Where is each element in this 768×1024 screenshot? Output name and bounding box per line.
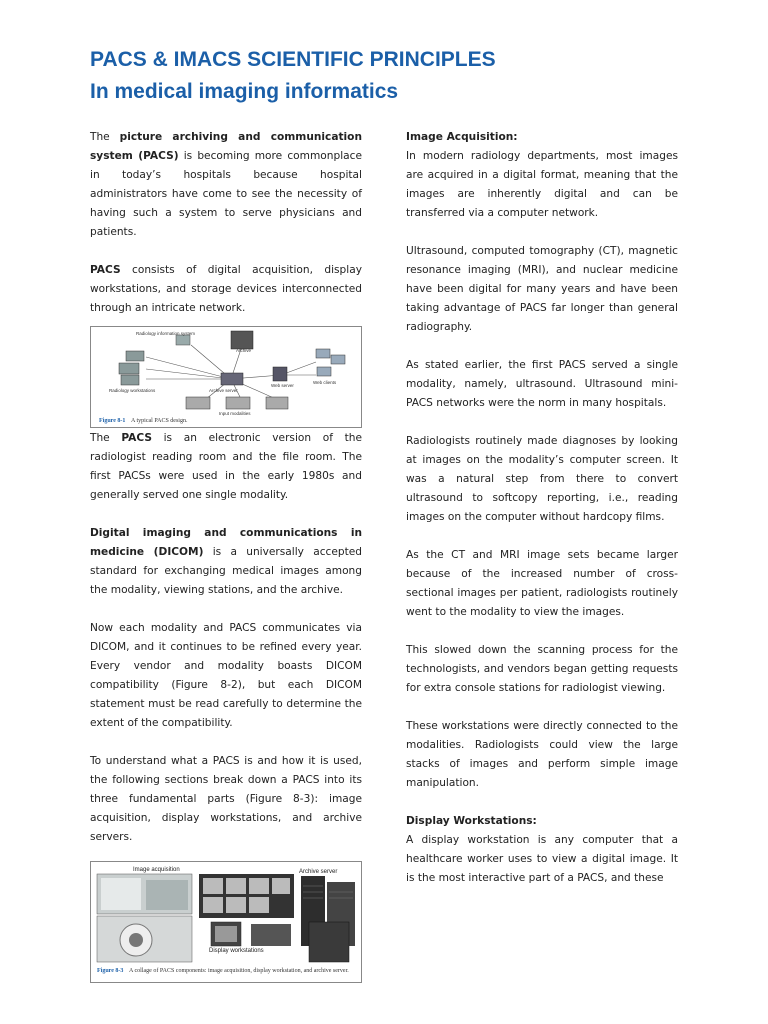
label-web-server: Web server (271, 383, 294, 388)
paragraph-pacs-consists: PACS consists of digital acquisition, display workstations, and storage devices interconnected through an intricate network. (90, 264, 362, 314)
heading-display-workstations: Display Workstations: (406, 815, 537, 827)
left-column (90, 128, 362, 983)
paragraph-modern-radiology: In modern radiology departments, most images are acquired in a digital format, meaning that the images are inherently digital and can be transferred via a computer network. (406, 150, 678, 219)
figure-pacs-collage (90, 861, 362, 983)
label-archive: Archive (236, 348, 252, 353)
label-ris: Radiology information system (136, 331, 196, 336)
label-input-modalities: Input modalities (219, 411, 251, 416)
paragraph-workstations-connected: These workstations were directly connected to the modalities. Radiologists could view the large stacks of images and perform simple image manipulation. (406, 720, 678, 789)
label-archive-server: Archive server (209, 388, 238, 393)
right-column (406, 128, 678, 907)
paragraph-modalities-digital: Ultrasound, computed tomography (CT), magnetic resonance imaging (MRI), and nuclear medicine have been digital for many years and have been taking advantage of PACS far longer than general radiography. (406, 245, 678, 333)
paragraph-display-workstation: A display workstation is any computer that a healthcare worker uses to view a digital image. It is the most interactive part of a PACS, and these (406, 834, 678, 884)
figure1-caption-number: Figure 8-1 (99, 418, 126, 424)
label-display-workstations: Display workstations (209, 948, 264, 954)
heading-image-acquisition: Image Acquisition: (406, 131, 518, 143)
paragraph-first-pacs: As stated earlier, the first PACS served a single modality, namely, ultrasound. Ultrasound mini-PACS networks were the norm in many hospitals. (406, 359, 678, 409)
paragraph-softcopy: Radiologists routinely made diagnoses by looking at images on the modality’s computer screen. It was a natural step from there to convert ultrasound to softcopy reporting, i.e., reading images on the computer without hardcopy films. (406, 435, 678, 523)
label-radiology-ws: Radiology workstations (109, 388, 156, 393)
page-subtitle: In medical imaging informatics (90, 80, 399, 103)
figure-pacs-design (90, 326, 362, 428)
paragraph-dicom-compat: Now each modality and PACS communicates via DICOM, and it continues to be refined every year. Every vendor and modality boasts DICOM compatibility (Figure 8-2), but each DICOM statement must be read carefully to determine the extent of the compatibility. (90, 622, 362, 729)
label-archive-server-2: Archive server (299, 869, 338, 875)
page-title: PACS & IMACS SCIENTIFIC PRINCIPLES (90, 48, 496, 71)
label-web-clients: Web clients (313, 380, 337, 385)
label-image-acquisition: Image acquisition (133, 867, 180, 873)
figure2-caption: A collage of PACS components: image acquisition, display workstation, and archive server. (129, 968, 349, 974)
figure2-caption-number: Figure 8-3 (97, 968, 124, 974)
paragraph-pacs-electronic: The PACS is an electronic version of the radiologist reading room and the file room. The first PACSs were used in the early 1980s and generally served one single modality. (90, 432, 362, 501)
paragraph-scanning-slowdown: This slowed down the scanning process for the technologists, and vendors began getting requests for extra console stations for radiologist viewing. (406, 644, 678, 694)
paragraph-ct-mri: As the CT and MRI image sets became larger because of the increased number of cross-sectional images per patient, radiologists routinely went to the modality to view the images. (406, 549, 678, 618)
figure1-caption: A typical PACS design. (131, 418, 188, 424)
paragraph-dicom: Digital imaging and communications in medicine (DICOM) is a universally accepted standard for exchanging medical images among the modality, viewing stations, and the archive. (90, 527, 362, 596)
paragraph-pacs-intro: The picture archiving and communication system (PACS) is becoming more commonplace in today’s hospitals because hospital administrators have come to see the necessity of having such a system to serve physicians and patients. (90, 131, 362, 238)
paragraph-pacs-parts: To understand what a PACS is and how it is used, the following sections break down a PACS into its three fundamental parts (Figure 8-3): image acquisition, display workstations, and archive servers. (90, 755, 362, 843)
